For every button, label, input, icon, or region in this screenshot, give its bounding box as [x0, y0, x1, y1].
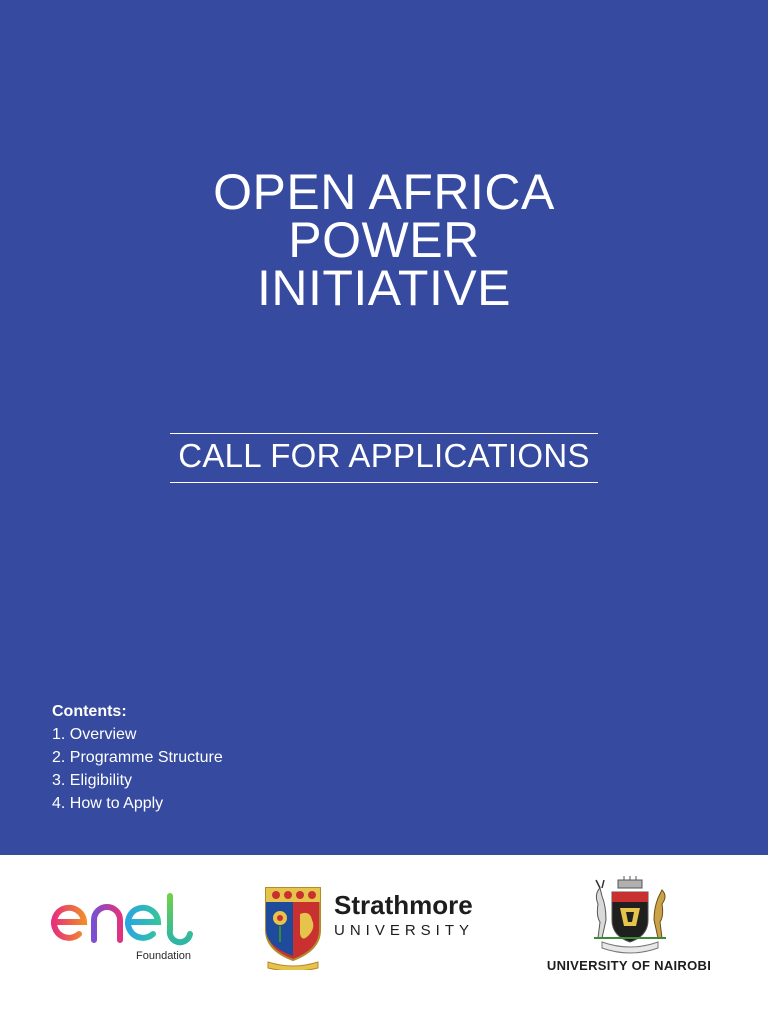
strathmore-university-logo — [260, 884, 500, 970]
contents-item: 1. Overview — [52, 726, 137, 743]
contents-item: 2. Programme Structure — [52, 749, 223, 766]
strathmore-name: Strathmore — [334, 890, 473, 920]
enel-foundation-label: Foundation — [136, 950, 192, 962]
enel-foundation-logo — [48, 884, 198, 974]
document-title — [0, 164, 768, 316]
contents-item: 3. Eligibility — [52, 772, 133, 789]
university-of-nairobi-name: UNIVERSITY OF NAIROBI — [546, 958, 712, 973]
strathmore-crest-icon — [260, 884, 326, 970]
contents-list — [52, 700, 223, 815]
strathmore-university-label: UNIVERSITY — [334, 922, 475, 939]
title-line-1: OPEN AFRICA — [213, 164, 555, 220]
university-of-nairobi-logo — [540, 876, 720, 981]
contents-item: 4. How to Apply — [52, 795, 164, 812]
contents-heading: Contents: — [52, 703, 127, 720]
document-subtitle: CALL FOR APPLICATIONS — [178, 437, 590, 474]
subtitle-frame — [170, 433, 598, 483]
title-line-3: INITIATIVE — [256, 260, 512, 316]
nairobi-crest-icon — [540, 876, 720, 956]
enel-wordmark-icon — [48, 884, 198, 950]
title-line-2: POWER — [288, 212, 480, 268]
